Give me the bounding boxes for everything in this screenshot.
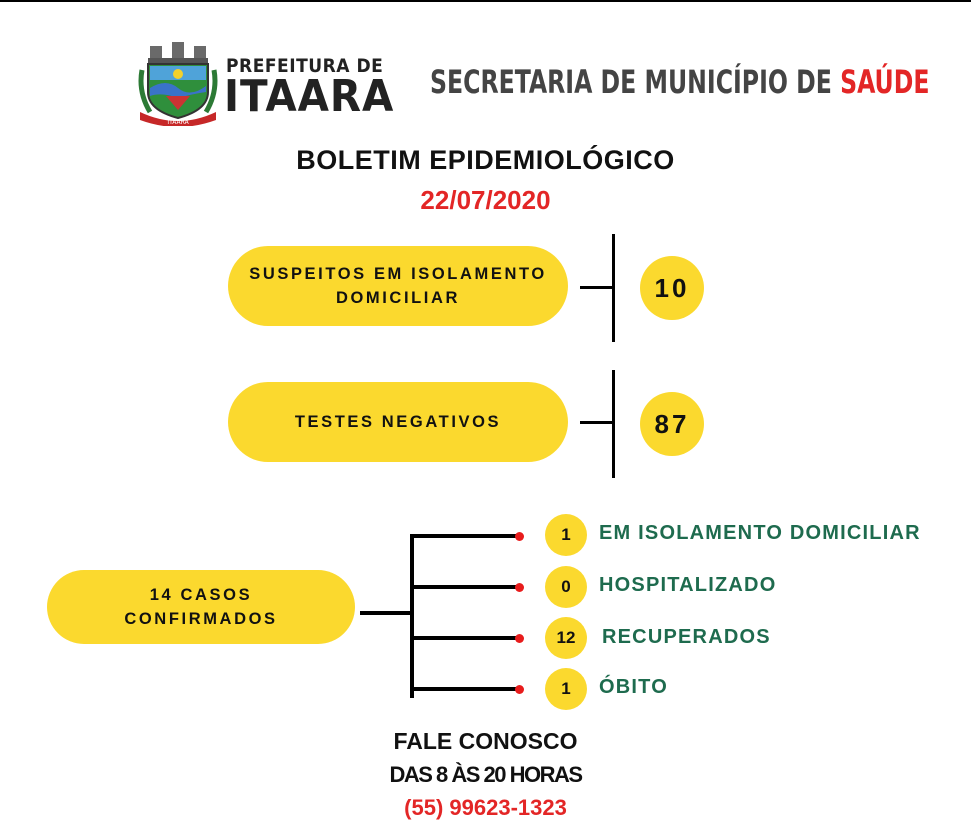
branch-dot-hospitalized <box>515 583 524 592</box>
branch-line-hospitalized <box>410 585 518 589</box>
top-border-line <box>0 0 971 2</box>
recovered-count-circle: 12 <box>545 617 587 659</box>
negatives-label: TESTES NEGATIVOS <box>294 413 502 431</box>
prefeitura-label: PREFEITURA DE <box>226 55 384 77</box>
contact-hours: DAS 8 ÀS 20 HORAS <box>389 762 582 787</box>
negatives-value-circle: 87 <box>640 392 704 456</box>
confirmed-tree-trunk <box>410 534 414 698</box>
branch-dot-isolation <box>515 532 524 541</box>
confirmed-connector <box>360 611 414 615</box>
secretaria-main: SECRETARIA DE MUNICÍPIO DE <box>430 63 832 101</box>
negatives-divider <box>612 370 615 478</box>
negatives-label-pill <box>228 382 568 462</box>
bulletin-date: 22/07/2020 <box>420 185 551 215</box>
confirmed-cases-label: 14 CASOS CONFIRMADOS <box>124 586 278 628</box>
secretaria-title <box>430 64 929 100</box>
branch-line-recovered <box>410 636 518 640</box>
hospitalized-label: HOSPITALIZADO <box>599 574 777 596</box>
branch-dot-recovered <box>515 634 524 643</box>
branch-line-isolation <box>410 534 518 538</box>
negatives-connector <box>580 421 614 424</box>
isolation-label: EM ISOLAMENTO DOMICILIAR <box>599 522 921 544</box>
contact-title: FALE CONOSCO <box>393 728 578 754</box>
contact-phone[interactable]: (55) 99623-1323 <box>404 795 567 820</box>
isolation-count-circle: 1 <box>545 514 587 556</box>
suspects-value-circle: 10 <box>640 256 704 320</box>
bulletin-title: BOLETIM EPIDEMIOLÓGICO <box>296 145 675 175</box>
confirmed-cases-pill <box>47 570 355 644</box>
svg-text:ITAARA: ITAARA <box>167 119 189 126</box>
secretaria-highlight: SAÚDE <box>840 63 930 101</box>
deaths-label: ÓBITO <box>599 676 668 698</box>
municipal-crest-logo <box>136 40 220 126</box>
suspects-label-pill <box>228 246 568 326</box>
suspects-label: SUSPEITOS EM ISOLAMENTO DOMICILIAR <box>249 265 547 307</box>
branch-line-deaths <box>410 687 518 691</box>
hospitalized-count-circle: 0 <box>545 566 587 608</box>
branch-dot-deaths <box>515 685 524 694</box>
recovered-label: RECUPERADOS <box>602 626 771 648</box>
suspects-divider <box>612 234 615 342</box>
deaths-count-circle: 1 <box>545 668 587 710</box>
suspects-connector <box>580 286 614 289</box>
municipality-name: ITAARA <box>224 71 395 122</box>
